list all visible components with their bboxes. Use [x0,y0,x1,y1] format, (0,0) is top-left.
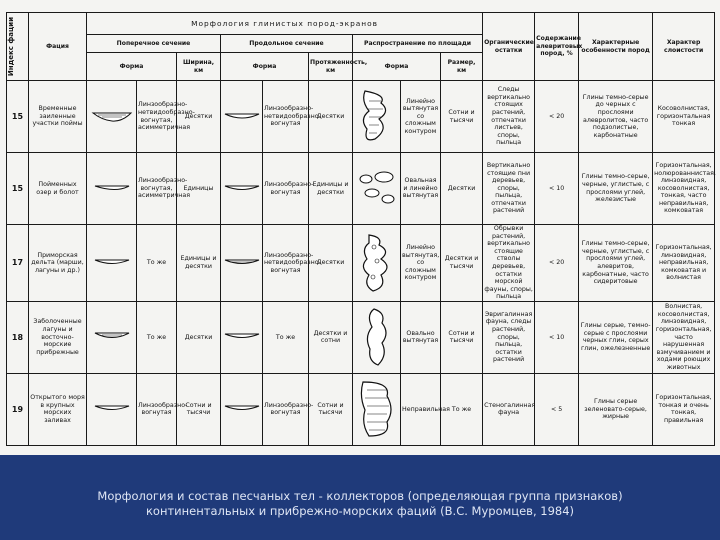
spread-form: Овальная и линейно вытянутая [401,153,441,225]
header-spread-size: Размер, км [441,53,483,81]
transverse-shape-drawing [87,225,137,302]
spread-size: Сотни и тысячи [441,81,483,153]
header-index: Индекс фации [7,13,29,81]
header-layering: Характер слоистости [653,13,715,81]
caption-line-1: Морфология и состав песчаных тел - коллекторов (определяющая группа признаков) [97,489,623,503]
row-index: 15 [7,81,29,153]
longitudinal-length: Десятки и сотни [309,301,353,373]
layering-type: Горизонтальная, тонкая и очень тонкая, правильная [653,373,715,445]
spread-form: Линейно вытянутая, со сложным контуром [401,225,441,302]
longitudinal-form: Линзообразно-вогнутая [263,373,309,445]
spread-size: Сотни и тысячи [441,301,483,373]
header-features: Характерные особенности пород [579,13,653,81]
spread-size: Десятки [441,153,483,225]
header-spread-form: Форма [353,53,441,81]
longitudinal-form: Линзообразно-нетвидообразно-вогнутая [263,225,309,302]
layering-type: Горизонтальная, нолюрованнистая, линзовидная, косоволнистая, тонкая, часто неправильная, комковатая [653,153,715,225]
facies-name: Пойменных озер и болот [29,153,87,225]
header-caption: Морфология глинистых пород-экранов [87,13,483,35]
spread-size: То же [441,373,483,445]
transverse-shape-drawing [87,373,137,445]
longitudinal-length: Десятки [309,81,353,153]
transverse-width: Сотни и тысячи [177,373,221,445]
header-longitudinal-length: Протяженность, км [309,53,353,81]
transverse-form: То же [137,301,177,373]
spread-form: Линейно вытянутая со сложным контуром [401,81,441,153]
row-index: 17 [7,225,29,302]
table-row [7,81,715,153]
table-row [7,153,715,225]
facies-name: Временные заиленные участки поймы [29,81,87,153]
longitudinal-length: Единицы и десятки [309,153,353,225]
spread-shape-drawing [353,153,401,225]
transverse-width: Единицы и десятки [177,225,221,302]
organic-remains: Вертикально стоящие пни деревьев, споры, пыльца, отпечатки растений [483,153,535,225]
longitudinal-shape-drawing [221,81,263,153]
rock-features: Глины серые, темно-серые с прослоями черных глин, серых глин, ожелезненные [579,301,653,373]
layering-type: Косоволнистая, горизонтальная тонкая [653,81,715,153]
organic-remains: Обрывки растений, вертикально стоящие стволы деревьев, остатки морской фауны, споры, пыльца [484,225,533,301]
rock-features: Глины темно-серые, черные, углистые, с прослоями углей, алевритов, карбонатные, часто сидеритовые [579,225,653,302]
transverse-form: Линзообразно-вогнутая [137,373,177,445]
layering-type: Волнистая, косоволнистая, линзовидная, горизонтальная, часто нарушенная взмучиванием и ходами роющих животных [653,301,715,373]
header-transverse-form: Форма [87,53,177,81]
facies-name: Открытого моря в крупных морских заливах [29,373,87,445]
transverse-width: Десятки [177,81,221,153]
organic-remains: Стеногалинная фауна [483,373,535,445]
transverse-form: Линзообразно-вогнутая, асимметричная [137,153,177,225]
longitudinal-length: Сотни и тысячи [309,373,353,445]
clay-content: < 20 [535,81,579,153]
longitudinal-form: Линзообразно-вогнутая [263,153,309,225]
table-row [7,225,715,302]
caption-text [60,489,660,519]
rock-features: Глины темно-серые, черные, углистые, с прослоями углей, железистые [579,153,653,225]
facies-name: Приморская дельта (марши, лагуны и др.) [29,225,87,302]
header-longitudinal-form: Форма [221,53,309,81]
transverse-form: То же [137,225,177,302]
transverse-shape-drawing [87,301,137,373]
clay-content: < 5 [535,373,579,445]
clay-content: < 10 [535,301,579,373]
table-row [7,301,715,373]
caption-line-2: континентальных и прибрежно-морских фаций (В.С. Муромцев, 1984) [145,504,575,518]
transverse-width: Единицы [177,153,221,225]
spread-shape-drawing [353,225,401,302]
transverse-shape-drawing [87,81,137,153]
morphology-table [6,12,715,446]
organic-remains: Следы вертикально стоящих растений, отпечатки листьев, споры, пыльца [483,81,535,153]
row-index: 18 [7,301,29,373]
clay-content: < 20 [535,225,579,302]
organic-remains: Эвригалинная фауна, следы растений, споры, пыльца, остатки растений [483,301,535,373]
rock-features: Глины серые зеленовато-серые, жирные [579,373,653,445]
longitudinal-form: То же [263,301,309,373]
longitudinal-shape-drawing [221,373,263,445]
spread-shape-drawing [353,81,401,153]
header-clay: Содержание алевритовых пород, % [535,13,579,81]
header-spread: Распространение по площади [353,35,483,53]
longitudinal-shape-drawing [221,301,263,373]
table-row [7,373,715,445]
spread-size: Десятки и тысячи [441,225,483,302]
longitudinal-shape-drawing [221,225,263,302]
rock-features: Глины темно-серые до черных с прослоями алевролитов, часто подзолистые, карбонатные [579,81,653,153]
spread-shape-drawing [353,373,401,445]
transverse-shape-drawing [87,153,137,225]
clay-content: < 10 [535,153,579,225]
transverse-form: Линзообразно-нетвидообразно-вогнутая, асимметричная [137,81,177,153]
spread-form: Овально вытянутая [401,301,441,373]
header-transverse: Поперечное сечение [87,35,221,53]
facies-name: Заболоченные лагуны и восточно-морские прибрежные [29,301,87,373]
header-organic: Органические остатки [483,13,535,81]
header-longitudinal: Продольное сечение [221,35,353,53]
longitudinal-shape-drawing [221,153,263,225]
row-index: 15 [7,153,29,225]
spread-form: Неправильная [401,373,441,445]
transverse-width: Десятки [177,301,221,373]
row-index: 19 [7,373,29,445]
header-transverse-width: Ширина, км [177,53,221,81]
spread-shape-drawing [353,301,401,373]
layering-type: Горизонтальная, линзовидная, неправильная, комковатая и волнистая [653,225,715,302]
header-facies: Фация [29,13,87,81]
caption-bar [0,455,720,540]
longitudinal-form: Линзообразно-нетвидообразно-вогнутая [263,81,309,153]
longitudinal-length: Десятки [309,225,353,302]
